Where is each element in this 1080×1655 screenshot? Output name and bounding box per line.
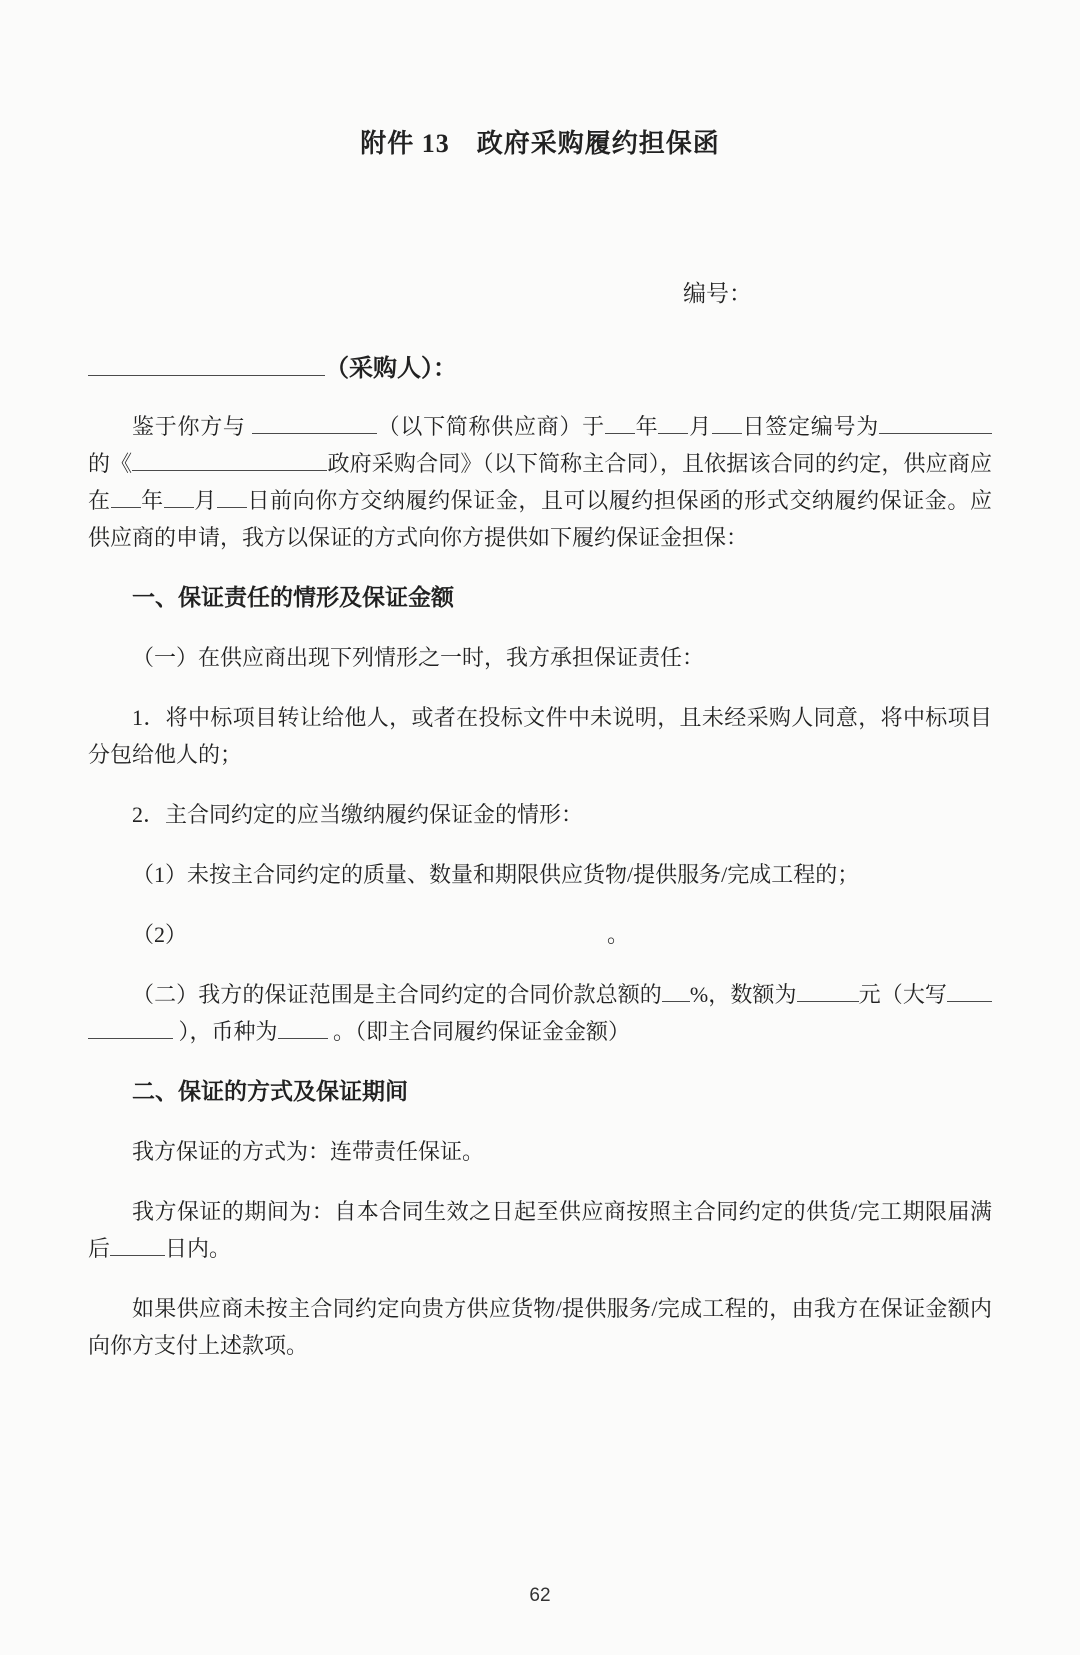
blank-underline — [111, 483, 141, 508]
blank-underline — [132, 446, 327, 471]
reference-number-label: 编号： — [683, 281, 752, 306]
blank-underline — [278, 1014, 328, 1039]
document-text: 我方保证的方式为：连带责任保证。 — [132, 1139, 485, 1164]
document-text: 2．主合同约定的应当缴纳履约保证金的情形： — [132, 802, 584, 827]
item-2 — [88, 796, 992, 833]
document-text: 。（即主合同履约保证金金额） — [327, 1019, 631, 1044]
document-text: 鉴于你方与 — [132, 414, 252, 439]
document-text: 元（大写 — [858, 982, 947, 1007]
document-text: ），币种为 — [173, 1019, 278, 1044]
blank-underline — [110, 1231, 165, 1256]
blank-underline — [797, 977, 859, 1002]
blank-underline — [658, 409, 688, 434]
document-text: 1．将中标项目转让给他人，或者在投标文件中未说明，且未经采购人同意，将中标项目分包给他人的； — [88, 705, 992, 767]
clause-1-2 — [88, 976, 992, 1050]
heading-section-2 — [88, 1073, 992, 1110]
document-text: %，数额为 — [689, 982, 797, 1007]
document-text: 日内。 — [165, 1236, 232, 1261]
document-text: 一、保证责任的情形及保证金额 — [132, 585, 454, 610]
blank-space — [187, 918, 607, 942]
document-page — [0, 128, 1080, 1655]
document-text: （2） — [132, 922, 188, 947]
document-text: （二）我方的保证范围是主合同约定的合同价款总额的 — [132, 982, 662, 1007]
heading-section-1 — [88, 579, 992, 616]
document-text: 年 — [140, 488, 164, 513]
item-1 — [88, 699, 992, 773]
blank-underline — [164, 483, 194, 508]
item-2-1 — [88, 856, 992, 893]
document-text: （采购人）： — [325, 356, 457, 382]
document-text: （一）在供应商出现下列情形之一时，我方承担保证责任： — [132, 645, 705, 670]
document-text: （以下简称供应商）于 — [376, 414, 605, 439]
document-text: （1）未按主合同约定的质量、数量和期限供应货物/提供服务/完成工程的； — [132, 862, 860, 887]
guarantee-method — [88, 1133, 992, 1170]
document-text: 二、保证的方式及保证期间 — [132, 1079, 408, 1104]
document-text: 的《 — [88, 451, 133, 476]
guarantee-period — [88, 1193, 992, 1267]
document-text: 政府采购合同》（以下简称主合同），且依据该合同的约定，供应商应在 — [88, 451, 992, 513]
blank-underline — [88, 351, 325, 376]
document-body — [88, 350, 992, 1364]
blank-underline — [964, 409, 992, 434]
document-text: 月 — [193, 488, 217, 513]
clause-1-1 — [88, 639, 992, 676]
document-text: 日签定编号为 — [741, 414, 879, 439]
blank-underline — [217, 483, 247, 508]
document-text: 日前向你方交纳履约保证金，且可以履约担保函的形式交纳履约保证金。应供应商的申请，我方以保证的方式向你方提供如下履约保证金担保： — [88, 488, 992, 550]
document-text: 我方保证的期间为：自本合同生效之日起至供应商按照主合同约定的供货/完工期限届满后 — [88, 1199, 992, 1261]
blank-underline — [879, 409, 964, 434]
document-title: 附件 13 政府采购履约担保函 — [360, 129, 720, 158]
blank-underline — [88, 1014, 173, 1039]
payment-clause — [88, 1290, 992, 1364]
addressee-line — [88, 350, 992, 388]
page-number: 62 — [529, 1585, 551, 1606]
blank-underline — [947, 977, 992, 1002]
document-text: 年 — [634, 414, 659, 439]
blank-underline — [605, 409, 635, 434]
document-text: 如果供应商未按主合同约定向贵方供应货物/提供服务/完成工程的，由我方在保证金额内向你方支付上述款项。 — [88, 1296, 992, 1358]
blank-underline — [252, 409, 377, 434]
preamble-paragraph — [88, 408, 992, 556]
document-text: 。 — [607, 922, 630, 947]
document-text: 月 — [688, 414, 712, 439]
item-2-2 — [88, 916, 992, 953]
blank-underline — [662, 977, 690, 1002]
blank-underline — [712, 409, 742, 434]
